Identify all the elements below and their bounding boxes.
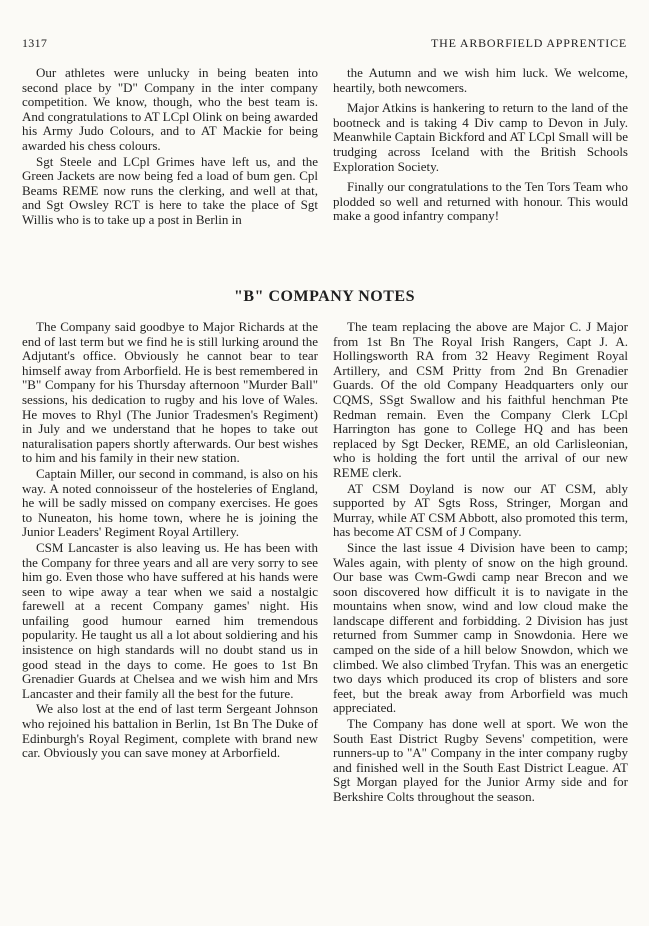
paragraph: Sgt Steele and LCpl Grimes have left us, and the Green Jackets are now being fed a load of bum gen. Cpl Beams REME now runs the clerking, and well at that, and Sgt Owsley RCT is here to take the place of Sgt Willis who is to take up a post in Berlin in bbox=[22, 153, 318, 227]
top-left-column bbox=[22, 66, 318, 234]
paragraph: the Autumn and we wish him luck. We welcome, heartily, both newcomers. bbox=[333, 65, 628, 95]
paragraph: The Company has done well at sport. We won the South East District Rugby Sevens' competition, were runners-up to "A" Company in the inter company rugby and finished well in the South East District League. AT Sgt Morgan played for the Junior Army side and for Berkshire Colts throughout the season. bbox=[333, 716, 628, 804]
section-title: "B" COMPANY NOTES bbox=[234, 288, 415, 305]
page-number: 1317 bbox=[22, 36, 48, 50]
paragraph: AT CSM Doyland is now our AT CSM, ably supported by AT Sgts Ross, Stringer, Morgan and Murray, while AT CSM Abbott, also promoted this term, has become AT CSM of J Company. bbox=[333, 480, 628, 540]
paragraph: Major Atkins is hankering to return to the land of the bootneck and is taking 4 Div camp to Devon in July. Meanwhile Captain Bickford and AT LCpl Small will be trudging across Iceland with the British Schools Exploration Society. bbox=[333, 100, 628, 174]
paragraph: Since the last issue 4 Division have been to camp; Wales again, with plenty of snow on the high ground. Our base was Cwm-Gwdi camp near Brecon and we soon discovered how difficult it is to navigate in the mountains when snow, wind and low cloud make the landscape different and forbidding. 2 Division has just returned from Summer camp in Snowdonia. Here we camped on the side of a hill below Snowdon, which we climbed. We also climbed Tryfan. This was an energetic two days which produced its crop of blisters and sore feet, but the break away from Arborfield was much appreciated. bbox=[333, 539, 628, 716]
paragraph: The team replacing the above are Major C. J Major from 1st Bn The Royal Irish Rangers, Capt J. A. Hollingsworth RA from 32 Heavy Regiment Royal Artillery, and CSM Pritty from 2nd Bn Grenadier Guards. Of the old Company Headquarters only our CQMS, SSgt Swallow and his faithful henchman Pte Redman remain. Even the Company Clerk LCpl Harrington has gone to College HQ and has been replaced by Sgt Decker, REME, an old Carlisleonian, who is holding the fort until the arrival of our new REME clerk. bbox=[333, 319, 628, 480]
paragraph: Finally our congratulations to the Ten Tors Team who plodded so well and returned with honour. This would make a good infantry company! bbox=[333, 179, 628, 224]
top-right-column bbox=[333, 66, 628, 230]
running-head: THE ARBORFIELD APPRENTICE bbox=[430, 36, 627, 50]
paragraph: Our athletes were unlucky in being beaten into second place by "D" Company in the inter company competition. We know, though, who the best team is. And congratulations to AT LCpl Olink on being awarded his Army Judo Colours, and to AT Mackie for being awarded his chess colours. bbox=[22, 65, 318, 153]
paragraph: We also lost at the end of last term Sergeant Johnson who rejoined his battalion in Berlin, 1st Bn The Duke of Edinburgh's Royal Regiment, complete with brand new car. Obviously you can save money at Arborfield. bbox=[22, 701, 318, 761]
paragraph: Captain Miller, our second in command, is also on his way. A noted connoisseur of the hosteleries of England, he will be sadly missed on company exercises. He goes to Nuneaton, his home town, where he is joining the Junior Leaders' Regiment Royal Artillery. bbox=[22, 465, 318, 540]
paragraph: The Company said goodbye to Major Richards at the end of last term but we find he is still lurking around the Adjutant's office. Obviously he cannot bear to tear himself away from Arborfield. He is best remembered in "B" Company for his Thursday afternoon "Murder Ball" sessions, his dedication to rugby and his love of Wales. He moves to Rhyl (The Junior Tradesmen's Regiment) in July and we understand that he hopes to take out naturalisation papers shortly afterwards. Our best wishes to him and his family in their new station. bbox=[22, 319, 318, 466]
bottom-right-column bbox=[333, 320, 628, 806]
bottom-left-column bbox=[22, 320, 318, 762]
paragraph: CSM Lancaster is also leaving us. He has been with the Company for three years and all are very sorry to see him go. Even those who have suffered at his hands were seen to wipe away a tear when we said a nostalgic farewell at a recent Company games' night. His unfailing good humour earned him tremendous popularity. He taught us all a lot about soldiering and his insistence on high standards will no doubt stand us in good stead in the days to come. He goes to 1st Bn Grenadier Guards at Chelsea and we wish him and Mrs Lancaster and their family all the best for the future. bbox=[22, 539, 318, 701]
